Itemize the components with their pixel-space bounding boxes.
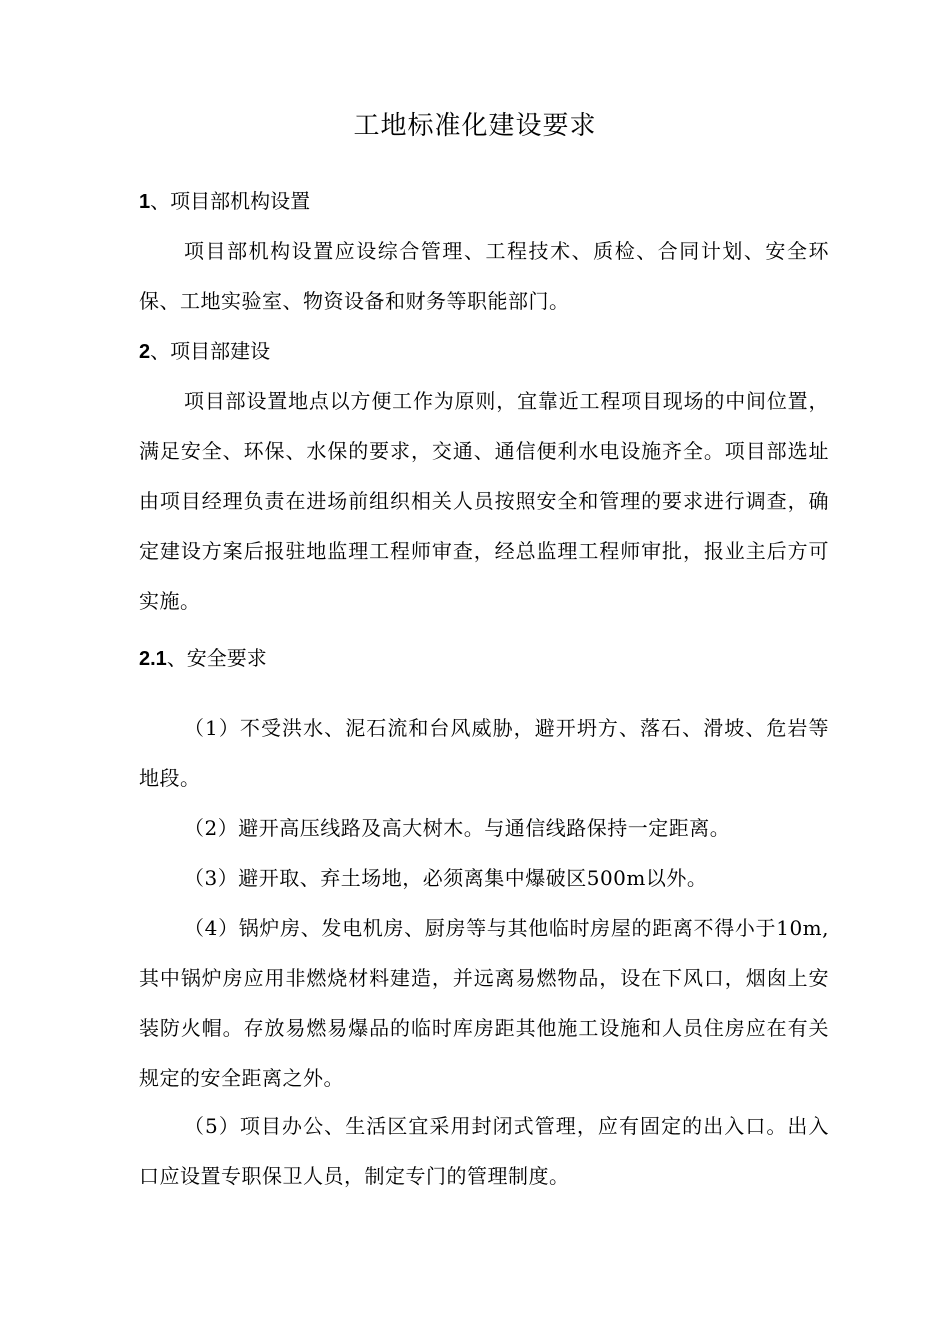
section-number: 2.1	[139, 648, 167, 670]
section-text: 、项目部建设	[150, 339, 271, 363]
section-heading-2	[139, 336, 839, 367]
paragraph-item-4: （4）锅炉房、发电机房、厨房等与其他临时房屋的距离不得小于10m,其中锅炉房应用非燃烧材料建造，并远离易燃物品，设在下风口，烟囱上安装防火帽。存放易燃易爆品的临时库房距其他施工设施和人员住房应在有关规定的安全距离之外。	[139, 916, 829, 1090]
section-number: 2	[139, 341, 151, 363]
section-heading-2-1	[139, 643, 839, 674]
document-title: 工地标准化建设要求	[353, 111, 597, 141]
paragraph-org-setup: 项目部机构设置应设综合管理、工程技术、质检、合同计划、安全环保、工地实验室、物资设备和财务等职能部门。	[139, 239, 829, 313]
paragraph-site-construction: 项目部设置地点以方便工作为原则，宜靠近工程项目现场的中间位置，满足安全、环保、水保的要求，交通、通信便利水电设施齐全。项目部选址由项目经理负责在进场前组织相关人员按照安全和管理的要求进行调查，确定建设方案后报驻地监理工程师审查，经总监理工程师审批，报业主后方可实施。	[139, 389, 829, 613]
paragraph-item-1: （1）不受洪水、泥石流和台风威胁，避开坍方、落石、滑坡、危岩等地段。	[139, 716, 829, 790]
paragraph-item-3: （3）避开取、弃土场地，必须离集中爆破区500m以外。	[184, 866, 708, 890]
paragraph-item-2: （2）避开高压线路及高大树木。与通信线路保持一定距离。	[184, 816, 731, 840]
section-number: 1	[139, 191, 151, 213]
section-text: 、安全要求	[166, 646, 267, 670]
section-text: 、项目部机构设置	[150, 189, 311, 213]
section-heading-1	[139, 186, 839, 217]
paragraph-item-5: （5）项目办公、生活区宜采用封闭式管理，应有固定的出入口。出入口应设置专职保卫人员，制定专门的管理制度。	[139, 1114, 829, 1188]
